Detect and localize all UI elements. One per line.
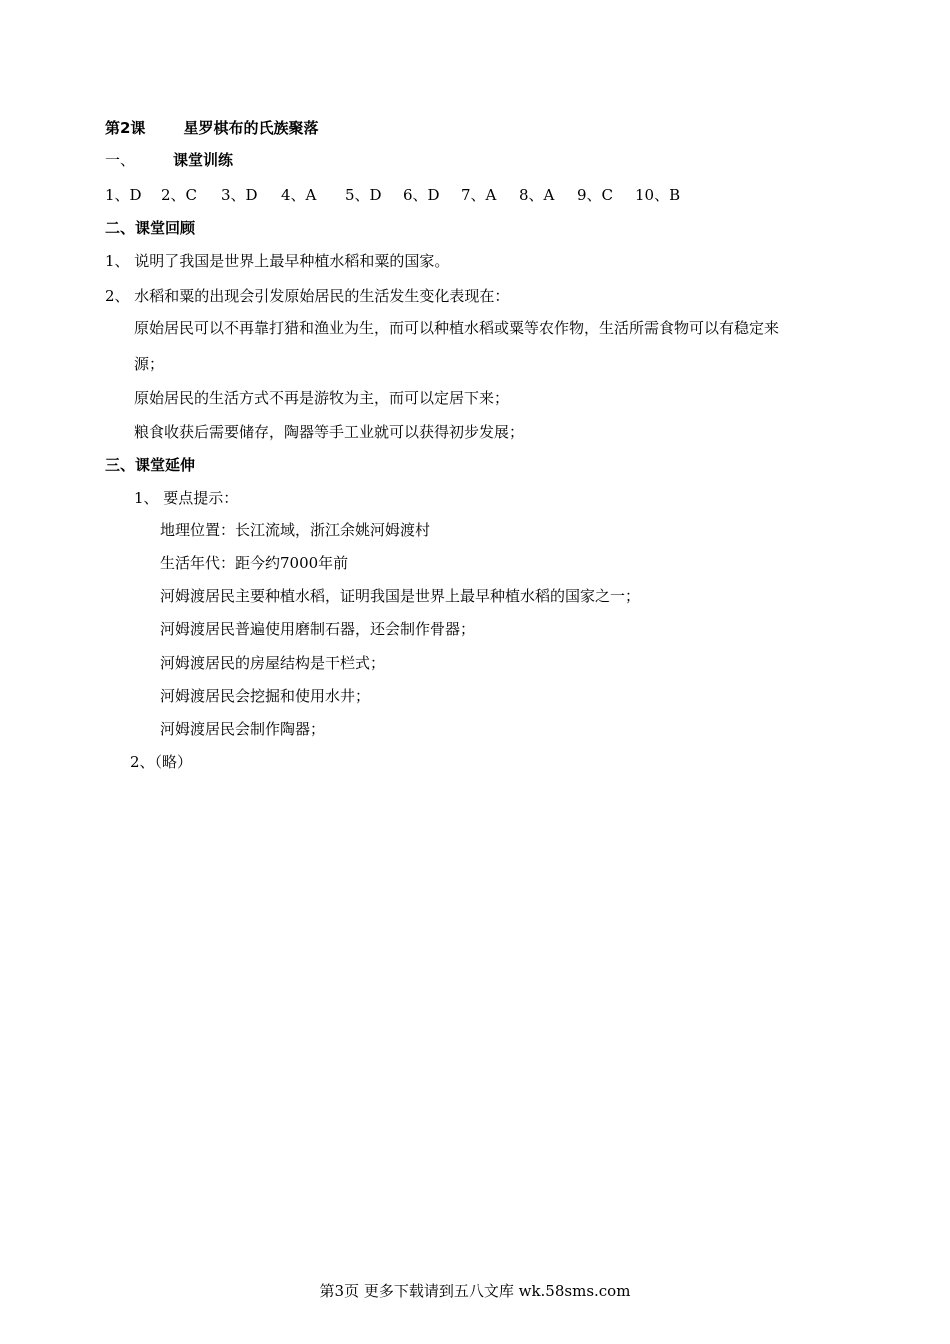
section1-index: 一、 bbox=[105, 151, 136, 169]
section3-point: 河姆渡居民的房屋结构是干栏式； bbox=[160, 654, 386, 672]
answer-list bbox=[105, 185, 680, 205]
lesson-heading bbox=[105, 118, 318, 138]
section3-point: 生活年代：距今约7000年前 bbox=[160, 554, 349, 572]
section3-heading: 三、课堂延伸 bbox=[105, 456, 196, 474]
section2-detail1-line2: 源； bbox=[134, 355, 165, 373]
answer-item: 10、B bbox=[635, 186, 681, 204]
section3-point: 河姆渡居民主要种植水稻，证明我国是世界上最早种植水稻的国家之一； bbox=[160, 587, 641, 605]
section3-point: 地理位置：长江流域，浙江余姚河姆渡村 bbox=[160, 521, 431, 539]
answer-item: 5、D bbox=[345, 186, 382, 204]
section2-detail3: 粮食收获后需要储存，陶器等手工业就可以获得初步发展； bbox=[134, 423, 525, 441]
answer-item: 8、A bbox=[519, 186, 555, 204]
lesson-number: 第2课 bbox=[105, 119, 146, 137]
answer-item: 7、A bbox=[461, 186, 497, 204]
answer-item: 4、A bbox=[281, 186, 317, 204]
section2-item1: 1、 说明了我国是世界上最早种植水稻和粟的国家。 bbox=[105, 252, 450, 270]
answer-item: 6、D bbox=[403, 186, 440, 204]
section2-item2: 2、 水稻和粟的出现会引发原始居民的生活发生变化表现在： bbox=[105, 287, 510, 305]
answer-item: 1、D bbox=[105, 186, 142, 204]
lesson-title: 星罗棋布的氏族聚落 bbox=[183, 119, 319, 137]
section3-item2: 2、（略） bbox=[130, 753, 193, 771]
answer-item: 9、C bbox=[577, 186, 614, 204]
section2-detail2: 原始居民的生活方式不再是游牧为主，而可以定居下来； bbox=[134, 389, 510, 407]
section3-point: 河姆渡居民普遍使用磨制石器，还会制作骨器； bbox=[160, 620, 476, 638]
section3-item1: 1、 要点提示： bbox=[134, 489, 239, 507]
page-footer: 第3页 更多下载请到五八文库 wk.58sms.com bbox=[319, 1282, 631, 1300]
section1-heading bbox=[105, 150, 233, 170]
section3-point: 河姆渡居民会挖掘和使用水井； bbox=[160, 687, 371, 705]
section1-title: 课堂训练 bbox=[173, 151, 234, 169]
section2-heading: 二、课堂回顾 bbox=[105, 219, 196, 237]
answer-item: 3、D bbox=[221, 186, 258, 204]
section3-point: 河姆渡居民会制作陶器； bbox=[160, 720, 326, 738]
section2-detail1-line1: 原始居民可以不再靠打猎和渔业为生，而可以种植水稻或粟等农作物，生活所需食物可以有稳定来 bbox=[134, 319, 780, 337]
answer-item: 2、C bbox=[161, 186, 198, 204]
